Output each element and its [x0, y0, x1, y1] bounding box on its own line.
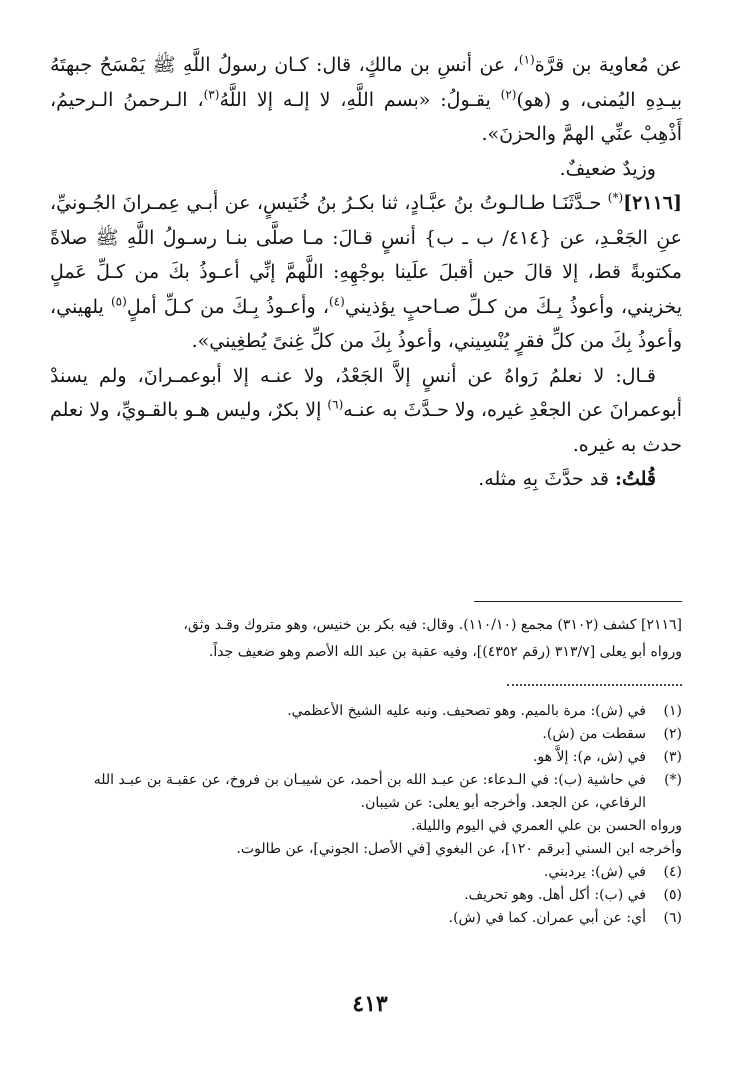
footnote-separator [474, 601, 682, 602]
footnote-item [50, 723, 682, 746]
footnote-number: (٢) [663, 726, 682, 742]
footnote-item [50, 700, 682, 723]
footnote-ref-3: (٣) [203, 87, 220, 102]
footnote-number: (٣) [663, 749, 682, 765]
text-run: إلا بكرٌ، وليس هـو بالقـويِّ، ولا نعلم حدث به غيره. [50, 399, 682, 456]
text-run: قـال: لا نعلمُ رَواهُ عن أنسٍ إلاَّ الجَعْدُ، ولا عنـه إلا أبوعمـرانَ، ولم يسندْ أبوعمرانَ عن الجعْدِ غيره، ولا حـدَّثَ به عنـه [50, 364, 682, 421]
paragraph-hadith-2116 [50, 186, 682, 359]
text-run: قد حدَّثَ بِهِ مثله. [478, 468, 615, 490]
footnote-ref-1: (١) [518, 52, 535, 67]
footnote-item [50, 884, 682, 907]
footnote-text: أي: عن أبي عمران. كما في (ش). [448, 910, 646, 926]
footnote-text: وأخرجه ابن السني [برقم ١٢٠]، عن البغوي [في الأصل: الجوني]، عن طالوت. [236, 841, 682, 857]
footnote-ref-6: (٦) [327, 397, 344, 412]
footnote-number: (*) [664, 772, 682, 788]
summary-line: ورواه أبو يعلى [٣١٣/٧ (رقم ٤٣٥٢)]، وفيه عقبة بن عبد الله الأصم وهو ضعيف جداً. [208, 644, 682, 660]
text-run: حـدَّثَنَـا طـالـوتُ بنُ عبَّـادٍ، ثنا بكـرُ بنُ خُنَيسٍ، عن أبـي عِمـرانَ الجُـونيِّ، عنِ الجَعْـدِ، عن {٤١٤/ ب ـ ب} أنسٍ قـالَ: مـا صلَّى بنـا رسـولُ اللَّهِ ﷺ صلاةً مكتوبةً قط، إلا قالَ حين أقبلَ علَينا بوجْهِهِ: اللَّهمَّ إنِّي أعـوذُ بكَ من كـلِّ عَملٍ يخزيني، وأعوذُ بِـكَ من كـلِّ صـاحبٍ يؤذيني [50, 192, 682, 318]
footnote-ref-4: (٤) [328, 294, 345, 309]
footnotes-list [50, 700, 682, 930]
footnote-text: في (ش، م): إلاَّ هو. [532, 749, 646, 765]
footnote-number: (٤) [663, 864, 682, 880]
footnote-text: سقطت من (ش). [542, 726, 646, 742]
takhrij-summary [50, 612, 682, 666]
text-run: ، وأعـوذُ بِـكَ من كـلِّ أملٍ [126, 295, 329, 318]
footnote-continuation [50, 815, 682, 838]
footnote-text: في (ب): أكل أهل. وهو تحريف. [464, 887, 646, 903]
footnote-text: في (ش): مرة بالميم. وهو تصحيف. ونبه عليه الشيخ الأعظمي. [287, 703, 646, 719]
footnote-text: في (ش): يردبني. [543, 864, 646, 880]
footnote-ref-2: (٢) [500, 87, 517, 102]
dotted-separator [507, 684, 682, 686]
text-run: وزيدٌ ضعيفٌ. [559, 157, 656, 180]
text-run: ، عن أنسِ بن مالكٍ، قال: كـان رسولُ اللَّهِ ﷺ يَمْسَحُ جبهتَهُ بيـدِهِ اليُمنى، و (هو) [50, 54, 682, 111]
text-run: ، الـرحمنُ الـرحيمُ، أَذْهِبْ عنِّي الهمَّ والحزنَ». [50, 88, 682, 145]
footnote-continuation [50, 838, 682, 861]
main-text [50, 48, 682, 497]
footnote-text: ورواه الحسن بن علي العمري في اليوم والليلة. [411, 818, 682, 834]
paragraph-commentary [50, 359, 682, 463]
footnote-ref-5: (٥) [110, 294, 127, 309]
note-label: قُلتُ: [614, 468, 656, 490]
text-run: عن مُعاوية بن قرَّة [534, 54, 682, 76]
footnote-item [50, 907, 682, 930]
footnote-item [50, 746, 682, 769]
summary-line: [٢١١٦] كشف (٣١٠٢) مجمع (١١٠/١٠). وقال: فيه بكر بن خنيس، وهو متروك وقـد وثق، [183, 617, 682, 633]
page-number: ٤١٣ [352, 991, 388, 1017]
paragraph-grading [50, 152, 682, 187]
footnote-text: في حاشية (ب): في الـدعاء: عن عبـد الله بن أحمد، عن شيبـان بن فروخ، عن عقبـة بن عبـد الله الرفاعي، عن الجعد. وأخرجه أبو يعلى: عن شيبان. [93, 772, 646, 811]
footnote-number: (٥) [663, 887, 682, 903]
footnote-ref-star: (*) [607, 190, 624, 205]
footnote-item [50, 861, 682, 884]
footnote-number: (١) [663, 703, 682, 719]
footnote-number: (٦) [663, 910, 682, 926]
paragraph-hadith-intro [50, 48, 682, 152]
text-run: يقـولُ: «بسم اللَّهِ، لا إلـه إلا اللَّهُ [219, 88, 501, 111]
hadith-number: [٢١١٦] [623, 192, 682, 214]
footnote-item [50, 769, 682, 815]
text-run: يلهيني، وأعوذُ بِكَ من كلِّ فقرٍ يُنْسِيني، وأعوذُ بِكَ من كلِّ غِنىً يُطغِيني». [50, 295, 682, 352]
paragraph-note [50, 462, 682, 497]
